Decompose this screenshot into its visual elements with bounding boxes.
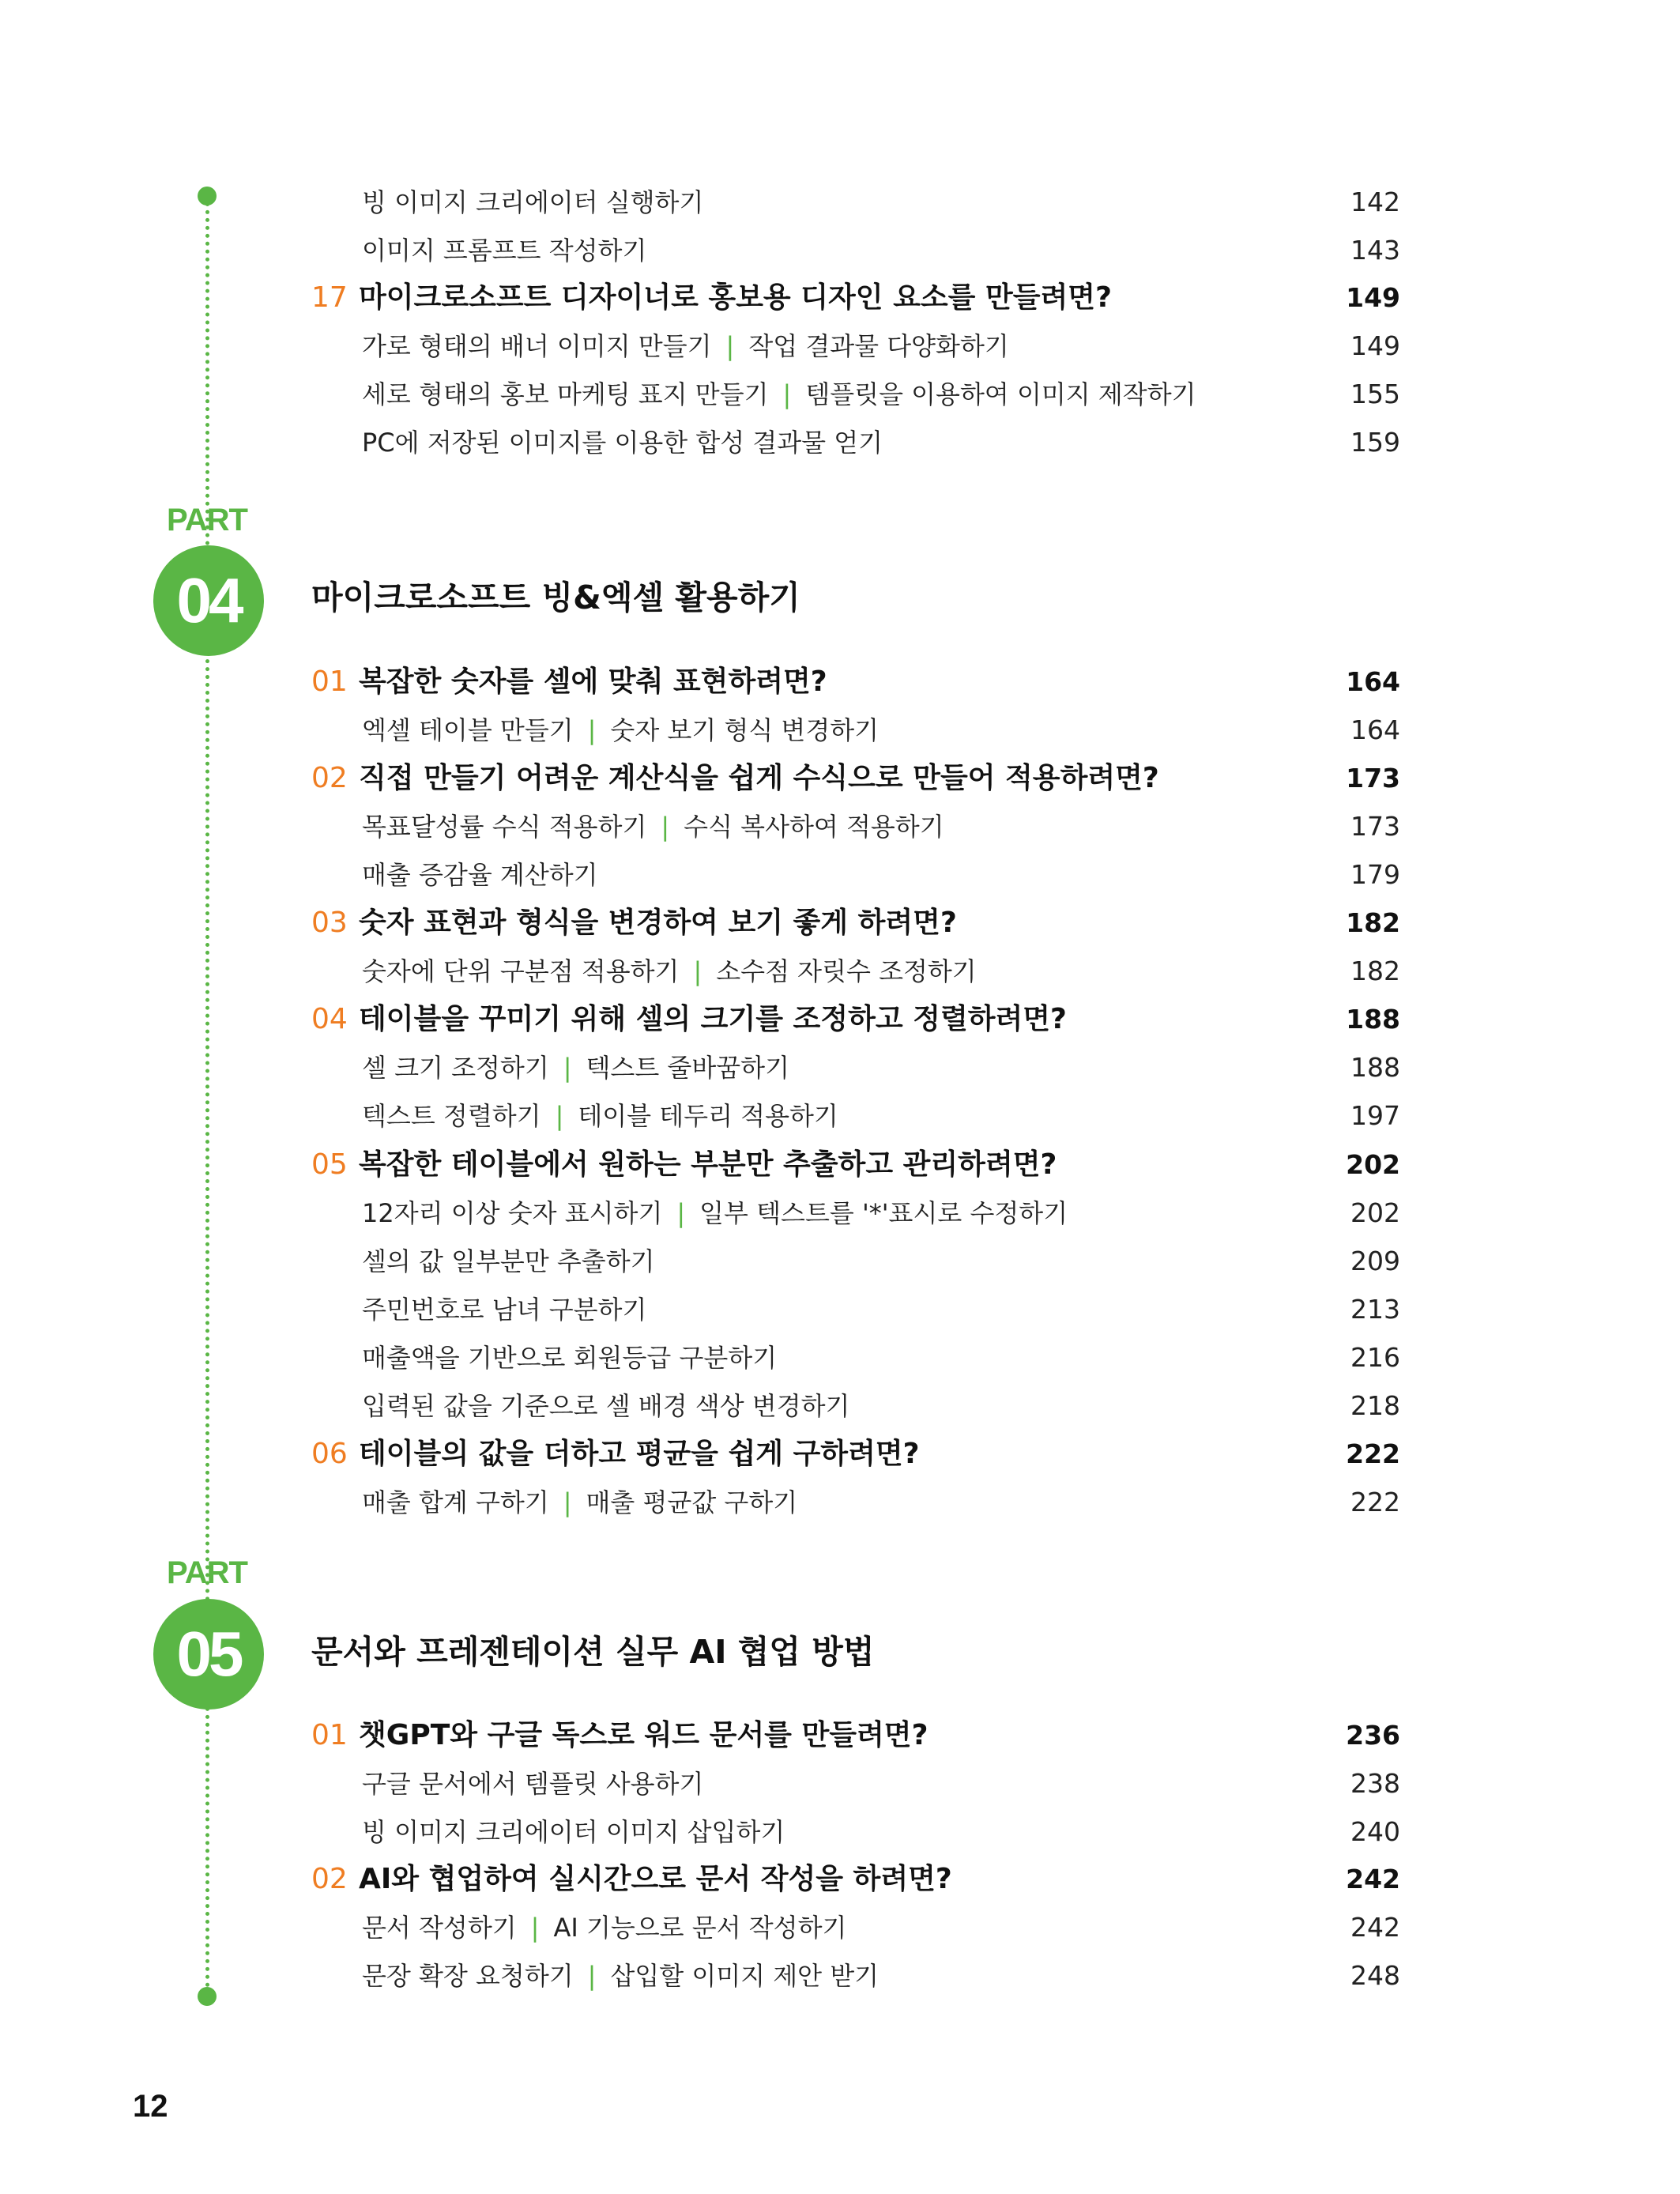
toc-sub-entry (0, 711, 1680, 750)
toc-sub-entry (0, 1242, 1680, 1281)
chapter-number: 02 (311, 762, 348, 794)
separator-bar: | (563, 1487, 572, 1517)
chapter-title: 복잡한 숫자를 셀에 맞춰 표현하려면? (359, 665, 827, 698)
toc-sub-entry (0, 952, 1680, 991)
toc-chapter-entry (0, 662, 1680, 702)
separator-bar: | (563, 1053, 572, 1083)
page-number: 12 (133, 2089, 168, 2124)
entry-page: 240 (1350, 1816, 1400, 1847)
entry-title: 12자리 이상 숫자 표시하기 | 일부 텍스트를 '*'표시로 수정하기 (362, 1198, 1068, 1228)
entry-page: 242 (1350, 1912, 1400, 1943)
entry-title: 입력된 값을 기준으로 셀 배경 색상 변경하기 (362, 1391, 850, 1421)
entry-page: 182 (1350, 956, 1400, 986)
toc-sub-entry (0, 855, 1680, 895)
entry-title: 매출액을 기반으로 회원등급 구분하기 (362, 1343, 778, 1373)
entry-page: 202 (1346, 1149, 1400, 1180)
entry-title: PC에 저장된 이미지를 이용한 합성 결과물 얻기 (362, 428, 883, 458)
toc-sub-entry (0, 1386, 1680, 1426)
entry-page: 149 (1346, 282, 1400, 313)
toc-chapter-entry (0, 759, 1680, 798)
part-04-badge: 04 (153, 545, 264, 656)
part-05-title: 문서와 프레젠테이션 실무 AI 협업 방법 (311, 1633, 875, 1671)
entry-page: 197 (1350, 1100, 1400, 1131)
entry-page: 222 (1346, 1438, 1400, 1469)
toc-chapter-entry (0, 903, 1680, 943)
entry-title: 셀 크기 조정하기 | 텍스트 줄바꿈하기 (362, 1053, 789, 1083)
entry-title: 매출 합계 구하기 | 매출 평균값 구하기 (362, 1487, 798, 1517)
entry-title: 매출 증감율 계산하기 (362, 860, 598, 890)
entry-page: 182 (1346, 907, 1400, 938)
toc-chapter-entry (0, 1145, 1680, 1185)
entry-page: 209 (1350, 1246, 1400, 1276)
entry-title: 목표달성률 수식 적용하기 | 수식 복사하여 적용하기 (362, 812, 944, 842)
entry-page: 188 (1346, 1004, 1400, 1035)
entry-title: 텍스트 정렬하기 | 테이블 테두리 적용하기 (362, 1101, 838, 1131)
entry-page: 218 (1350, 1390, 1400, 1421)
chapter-number: 05 (311, 1148, 348, 1181)
toc-sub-entry (0, 326, 1680, 366)
toc-sub-entry (0, 1338, 1680, 1378)
chapter-number: 04 (311, 1003, 348, 1035)
entry-title: 가로 형태의 배너 이미지 만들기 | 작업 결과물 다양화하기 (362, 331, 1009, 361)
entry-page: 242 (1346, 1864, 1400, 1894)
entry-title: 세로 형태의 홍보 마케팅 표지 만들기 | 템플릿을 이용하여 이미지 제작하기 (362, 379, 1196, 409)
separator-bar: | (676, 1198, 686, 1228)
chapter-title: 테이블의 값을 더하고 평균을 쉽게 구하려면? (359, 1438, 920, 1470)
toc-sub-entry (0, 1908, 1680, 1947)
toc-sub-entry (0, 231, 1680, 270)
toc-chapter-entry (0, 278, 1680, 318)
chapter-number: 06 (311, 1438, 348, 1470)
toc-sub-entry (0, 375, 1680, 414)
toc-chapter-entry (0, 1716, 1680, 1755)
chapter-title: 직접 만들기 어려운 계산식을 쉽게 수식으로 만들어 적용하려면? (359, 762, 1159, 794)
part-05-badge: 05 (153, 1599, 264, 1710)
entry-page: 248 (1350, 1960, 1400, 1991)
toc-sub-entry (0, 1483, 1680, 1522)
separator-bar: | (693, 956, 703, 986)
entry-title: 문서 작성하기 | AI 기능으로 문서 작성하기 (362, 1913, 847, 1943)
chapter-number: 01 (311, 665, 348, 698)
separator-bar: | (725, 331, 735, 361)
entry-page: 238 (1350, 1768, 1400, 1799)
entry-page: 173 (1346, 763, 1400, 794)
entry-page: 155 (1350, 379, 1400, 409)
separator-bar: | (587, 1961, 597, 1991)
entry-title: 문장 확장 요청하기 | 삽입할 이미지 제안 받기 (362, 1961, 880, 1991)
entry-title: 빙 이미지 크리에이터 이미지 삽입하기 (362, 1817, 785, 1847)
toc-sub-entry (0, 1956, 1680, 1996)
entry-page: 188 (1350, 1052, 1400, 1083)
part-05-label: PART (167, 1555, 247, 1590)
chapter-title: AI와 협업하여 실시간으로 문서 작성을 하려면? (359, 1863, 952, 1895)
separator-bar: | (555, 1101, 564, 1131)
part-04-title: 마이크로소프트 빙&엑셀 활용하기 (311, 579, 800, 616)
entry-page: 143 (1350, 235, 1400, 266)
entry-title: 셀의 값 일부분만 추출하기 (362, 1246, 655, 1276)
entry-page: 142 (1350, 187, 1400, 217)
chapter-title: 숫자 표현과 형식을 변경하여 보기 좋게 하려면? (359, 907, 957, 939)
separator-bar: | (530, 1913, 540, 1943)
entry-title: 숫자에 단위 구분점 적용하기 | 소수점 자릿수 조정하기 (362, 956, 977, 986)
chapter-title: 복잡한 테이블에서 원하는 부분만 추출하고 관리하려면? (359, 1148, 1057, 1181)
toc-sub-entry (0, 1764, 1680, 1804)
entry-page: 173 (1350, 811, 1400, 842)
entry-page: 202 (1350, 1197, 1400, 1228)
entry-page: 236 (1346, 1720, 1400, 1751)
toc-sub-entry (0, 1193, 1680, 1233)
chapter-title: 마이크로소프트 디자이너로 홍보용 디자인 요소를 만들려면? (359, 281, 1112, 314)
entry-page: 179 (1350, 859, 1400, 890)
chapter-number: 17 (311, 281, 348, 314)
separator-bar: | (661, 812, 670, 842)
entry-page: 164 (1350, 714, 1400, 745)
toc-sub-entry (0, 1290, 1680, 1329)
separator-bar: | (782, 379, 792, 409)
part-04-label: PART (167, 503, 247, 537)
toc-sub-entry (0, 1812, 1680, 1852)
entry-page: 213 (1350, 1294, 1400, 1325)
entry-title: 구글 문서에서 템플릿 사용하기 (362, 1769, 704, 1799)
entry-page: 149 (1350, 330, 1400, 361)
entry-page: 159 (1350, 427, 1400, 458)
toc-sub-entry (0, 807, 1680, 846)
entry-title: 빙 이미지 크리에이터 실행하기 (362, 187, 704, 217)
entry-page: 164 (1346, 666, 1400, 697)
entry-page: 222 (1350, 1487, 1400, 1517)
entry-page: 216 (1350, 1342, 1400, 1373)
toc-chapter-entry (0, 1434, 1680, 1474)
entry-title: 이미지 프롬프트 작성하기 (362, 236, 647, 266)
toc-chapter-entry (0, 1000, 1680, 1039)
chapter-title: 테이블을 꾸미기 위해 셀의 크기를 조정하고 정렬하려면? (359, 1003, 1067, 1035)
toc-sub-entry (0, 1096, 1680, 1136)
chapter-number: 03 (311, 907, 348, 939)
chapter-title: 챗GPT와 구글 독스로 워드 문서를 만들려면? (359, 1719, 929, 1751)
toc-sub-entry (0, 423, 1680, 462)
entry-title: 엑셀 테이블 만들기 | 숫자 보기 형식 변경하기 (362, 715, 880, 745)
separator-bar: | (587, 715, 597, 745)
toc-sub-entry (0, 183, 1680, 222)
chapter-number: 02 (311, 1863, 348, 1895)
entry-title: 주민번호로 남녀 구분하기 (362, 1295, 647, 1325)
toc-sub-entry (0, 1048, 1680, 1088)
chapter-number: 01 (311, 1719, 348, 1751)
toc-chapter-entry (0, 1860, 1680, 1899)
